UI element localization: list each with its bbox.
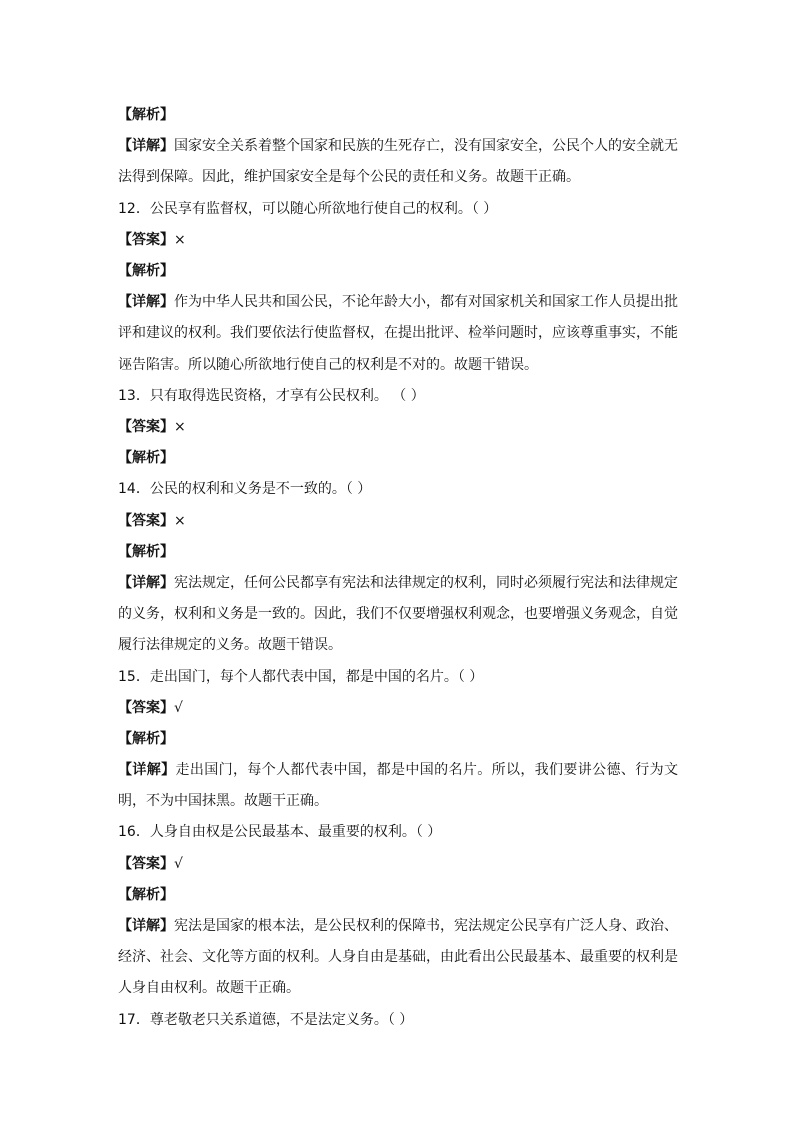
answer-value: ×	[174, 418, 186, 435]
answer-line	[118, 412, 678, 443]
analysis-heading	[118, 256, 678, 287]
analysis-label: 【解析】	[118, 450, 174, 467]
analysis-heading	[118, 724, 678, 755]
document-content	[118, 100, 678, 1036]
question-stem: 13．只有取得选民资格，才享有公民权利。 （ ）	[118, 387, 425, 404]
question-stem: 16．人身自由权是公民最基本、最重要的权利。（ ）	[118, 824, 442, 841]
analysis-heading	[118, 537, 678, 568]
analysis-label: 【解析】	[118, 107, 174, 123]
detail-text: 宪法规定，任何公民都享有宪法和法律规定的权利，同时必须履行宪法和法律规定的义务，权利和义务是一致的。因此，我们不仅要增强权利观念，也要增强义务观念，自觉履行法律规定的义务。故题干错误。	[118, 574, 678, 654]
analysis-label: 【解析】	[118, 262, 174, 279]
answer-label: 【答案】	[118, 855, 174, 872]
analysis-heading	[118, 100, 678, 131]
detail-text: 作为中华人民共和国公民，不论年龄大小，都有对国家机关和国家工作人员提出批评和建议的权利。我们要依法行使监督权，在提出批评、检举问题时，应该尊重事实，不能诬告陷害。所以随心所欲地行使自己的权利是不对的。故题干错误。	[118, 294, 678, 373]
detail-label: 【详解】	[118, 918, 174, 935]
detail-paragraph	[118, 131, 678, 193]
detail-label: 【详解】	[118, 294, 174, 311]
answer-value: ×	[174, 231, 186, 248]
answer-label: 【答案】	[118, 512, 174, 529]
detail-paragraph	[118, 911, 678, 1005]
analysis-label: 【解析】	[118, 543, 174, 560]
answer-line	[118, 849, 678, 880]
question-stem: 15．走出国门，每个人都代表中国，都是中国的名片。（ ）	[118, 668, 484, 685]
detail-label: 【详解】	[118, 138, 174, 155]
detail-text: 走出国门，每个人都代表中国，都是中国的名片。所以，我们要讲公德、行为文明，不为中国抹黑。故题干正确。	[118, 762, 678, 810]
answer-value: ×	[174, 512, 186, 529]
detail-text: 宪法是国家的根本法，是公民权利的保障书，宪法规定公民享有广泛人身、政治、经济、社会、文化等方面的权利。人身自由是基础，由此看出公民最基本、最重要的权利是人身自由权利。故题干正确。	[118, 918, 678, 997]
detail-label: 【详解】	[118, 574, 174, 591]
question-stem: 17．尊老敬老只关系道德，不是法定义务。（ ）	[118, 1011, 414, 1028]
analysis-label: 【解析】	[118, 730, 174, 747]
answer-label: 【答案】	[118, 418, 174, 435]
answer-value: √	[174, 699, 183, 716]
detail-text: 国家安全关系着整个国家和民族的生死存亡，没有国家安全，公民个人的安全就无法得到保障。因此，维护国家安全是每个公民的责任和义务。故题干正确。	[118, 138, 678, 186]
question-stem: 12．公民享有监督权，可以随心所欲地行使自己的权利。（ ）	[118, 200, 498, 217]
question-stem: 14．公民的权利和义务是不一致的。（ ）	[118, 481, 372, 498]
answer-line	[118, 693, 678, 724]
detail-paragraph	[118, 755, 678, 817]
answer-value: √	[174, 855, 183, 872]
analysis-label: 【解析】	[118, 886, 174, 903]
answer-line	[118, 225, 678, 256]
analysis-heading	[118, 880, 678, 911]
answer-label: 【答案】	[118, 699, 174, 716]
detail-label: 【详解】	[118, 762, 176, 779]
detail-paragraph	[118, 568, 678, 662]
analysis-heading	[118, 443, 678, 474]
answer-line	[118, 506, 678, 537]
detail-paragraph	[118, 287, 678, 381]
answer-label: 【答案】	[118, 231, 174, 248]
